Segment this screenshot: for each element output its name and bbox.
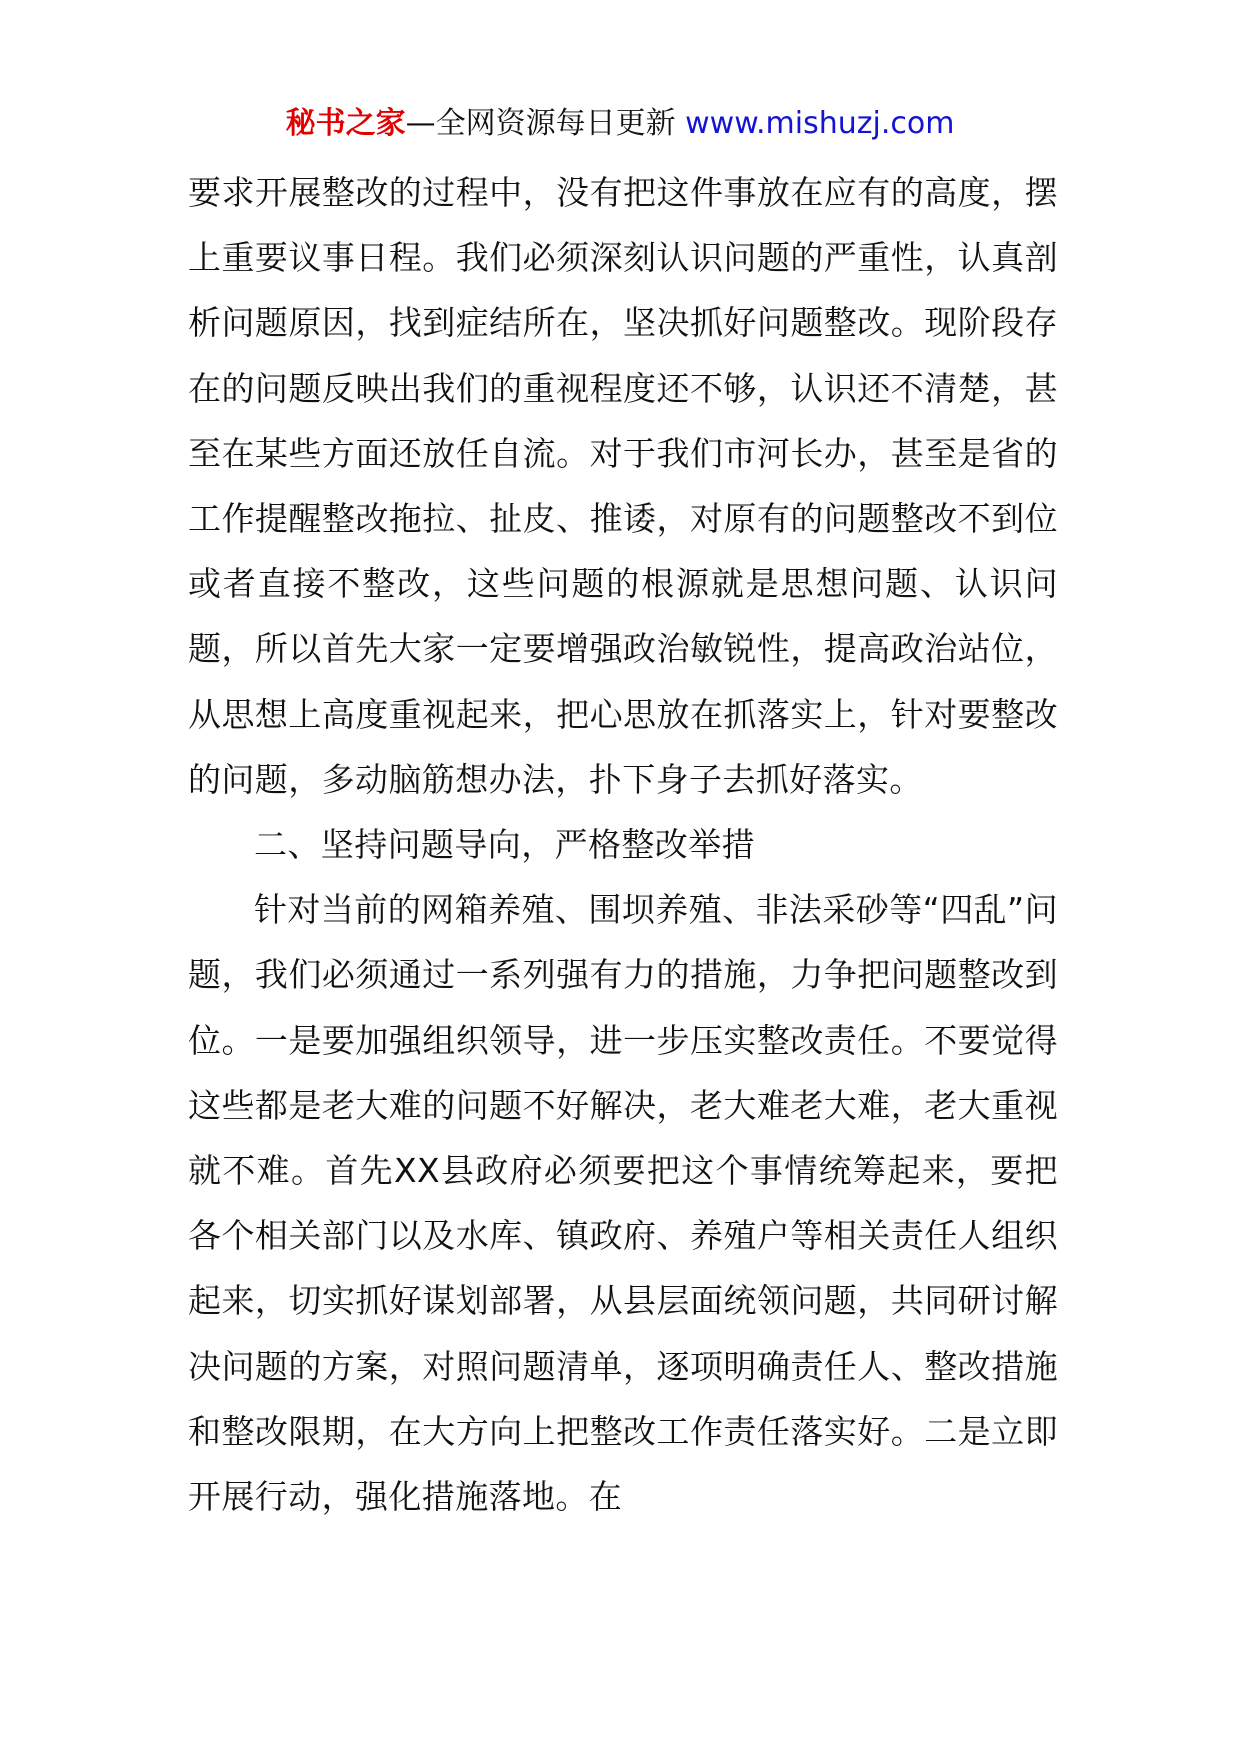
header-tagline: —全网资源每日更新 bbox=[405, 106, 686, 141]
paragraph: 针对当前的网箱养殖、围坝养殖、非法采砂等“四乱”问题，我们必须通过一系列强有力的措施，力争把问题整改到位。一是要加强组织领导，进一步压实整改责任。不要觉得这些都是老大难的问题不好解决，老大难老大难，老大重视就不难。首先XX县政府必须要把这个事情统筹起来，要把各个相关部门以及水库、镇政府、养殖户等相关责任人组织起来，切实抓好谋划部署，从县层面统领问题，共同研讨解决问题的方案，对照问题清单，逐项明确责任人、整改措施和整改限期，在大方向上把整改工作责任落实好。二是立即开展行动，强化措施落地。在 bbox=[188, 890, 1058, 1517]
document-body bbox=[188, 160, 1058, 1529]
paragraph-continued: 要求开展整改的过程中，没有把这件事放在应有的高度，摆上重要议事日程。我们必须深刻认识问题的严重性，认真剖析问题原因，找到症结所在，坚决抓好问题整改。现阶段存在的问题反映出我们的重视程度还不够，认识还不清楚，甚至在某些方面还放任自流。对于我们市河长办，甚至是省的工作提醒整改拖拉、扯皮、推诿，对原有的问题整改不到位或者直接不整改，这些问题的根源就是思想问题、认识问题，所以首先大家一定要增强政治敏锐性，提高政治站位，从思想上高度重视起来，把心思放在抓落实上，针对要整改的问题，多动脑筋想办法，扑下身子去抓好落实。 bbox=[188, 173, 1058, 799]
header-site-link[interactable]: www.mishuzj.com bbox=[685, 106, 955, 141]
section-heading: 二、坚持问题导向，严格整改举措 bbox=[254, 825, 755, 865]
header-brand: 秘书之家 bbox=[285, 106, 406, 141]
page-header bbox=[0, 100, 1240, 148]
